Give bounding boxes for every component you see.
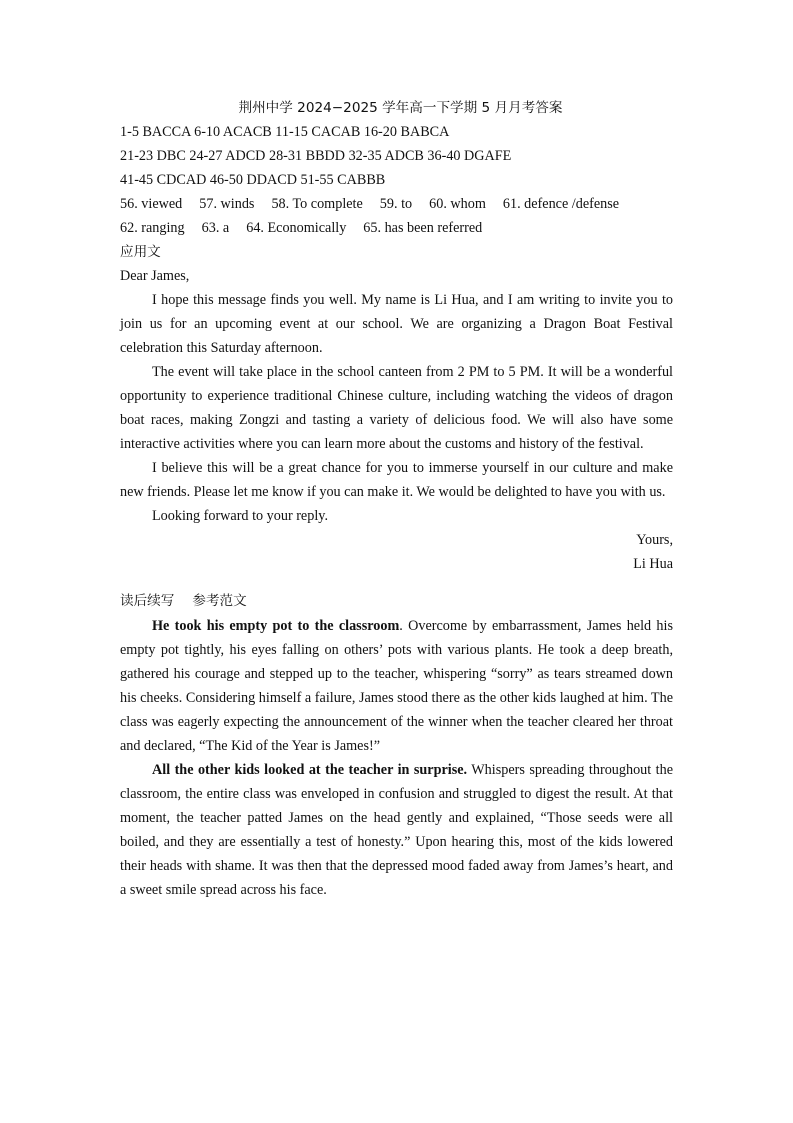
continuation-para1-lead: He took his empty pot to the classroom: [152, 618, 400, 634]
document-title: 荆州中学 2024−2025 学年高一下学期 5 月月考答案: [238, 100, 563, 116]
continuation-paragraph-2: [120, 758, 673, 902]
answer-document: [120, 96, 673, 902]
fill-answer-64: 64. Economically: [246, 220, 347, 236]
letter-salutation: Dear James,: [120, 268, 190, 284]
fill-answer-61: 61. defence /defense: [502, 196, 620, 212]
letter-sign-off: Yours,: [636, 532, 673, 548]
fill-in-answers-row-2: [120, 216, 673, 240]
answer-line-3: 41-45 CDCAD 46-50 DDACD 51-55 CABBB: [120, 172, 386, 188]
letter-closing-line: Looking forward to your reply.: [152, 508, 328, 524]
continuation-subheading: 参考范文: [192, 593, 247, 609]
continuation-heading: 读后续写: [120, 593, 175, 609]
continuation-para2-lead: All the other kids looked at the teacher in surprise.: [152, 762, 468, 778]
fill-answer-65: 65. has been referred: [363, 220, 483, 236]
fill-answer-60: 60. whom: [429, 196, 486, 212]
letter-section-heading: 应用文: [120, 244, 161, 260]
continuation-section-heading: [120, 588, 673, 614]
letter-paragraph-1: I hope this message finds you well. My name is Li Hua, and I am writing to invite you to join us for an upcoming event at our school. We are organizing a Dragon Boat Festival celebration this Saturday afternoon.: [120, 292, 673, 356]
fill-answer-59: 59. to: [379, 196, 413, 212]
fill-answer-63: 63. a: [201, 220, 230, 236]
continuation-para1-body: . Overcome by embarrassment, James held his empty pot tightly, his eyes falling on others’ pots with various plants. He took a deep breath, gathered his courage and stepped up to the teacher, whispering “sorry” as tears streamed down his cheeks. Considering himself a failure, James stood there as the other kids laughed at him. The class was eagerly expecting the announcement of the winner when the teacher cleared her throat and declared, “The Kid of the Year is James!”: [120, 618, 673, 754]
fill-answer-62: 62. ranging: [120, 220, 185, 236]
fill-answer-58: 58. To complete: [271, 196, 363, 212]
fill-answer-57: 57. winds: [199, 196, 255, 212]
letter-paragraph-2: The event will take place in the school canteen from 2 PM to 5 PM. It will be a wonderful opportunity to experience traditional Chinese culture, including watching the videos of dragon boat races, making Zongzi and tasting a variety of delicious food. We will also have some interactive activities where you can learn more about the customs and history of the festival.: [120, 364, 673, 452]
answer-line-1: 1-5 BACCA 6-10 ACACB 11-15 CACAB 16-20 BABCA: [120, 124, 450, 140]
answer-line-2: 21-23 DBC 24-27 ADCD 28-31 BBDD 32-35 ADCB 36-40 DGAFE: [120, 148, 512, 164]
continuation-para2-body: Whispers spreading throughout the classroom, the entire class was enveloped in confusion and struggled to digest the result. At that moment, the teacher patted James on the head gently and explained, “Those seeds were all boiled, and they are essentially a test of honesty.” Upon hearing this, most of the kids lowered their heads with shame. It was then that the depressed mood faded away from James’s heart, and a sweet smile spread across his face.: [120, 762, 673, 898]
letter-signature: Li Hua: [633, 556, 673, 572]
letter-paragraph-3: I believe this will be a great chance for you to immerse yourself in our culture and make new friends. Please let me know if you can make it. We would be delighted to have you with us.: [120, 460, 673, 500]
continuation-paragraph-1: [120, 614, 673, 758]
fill-in-answers-row-1: [120, 192, 673, 216]
fill-answer-56: 56. viewed: [120, 196, 183, 212]
